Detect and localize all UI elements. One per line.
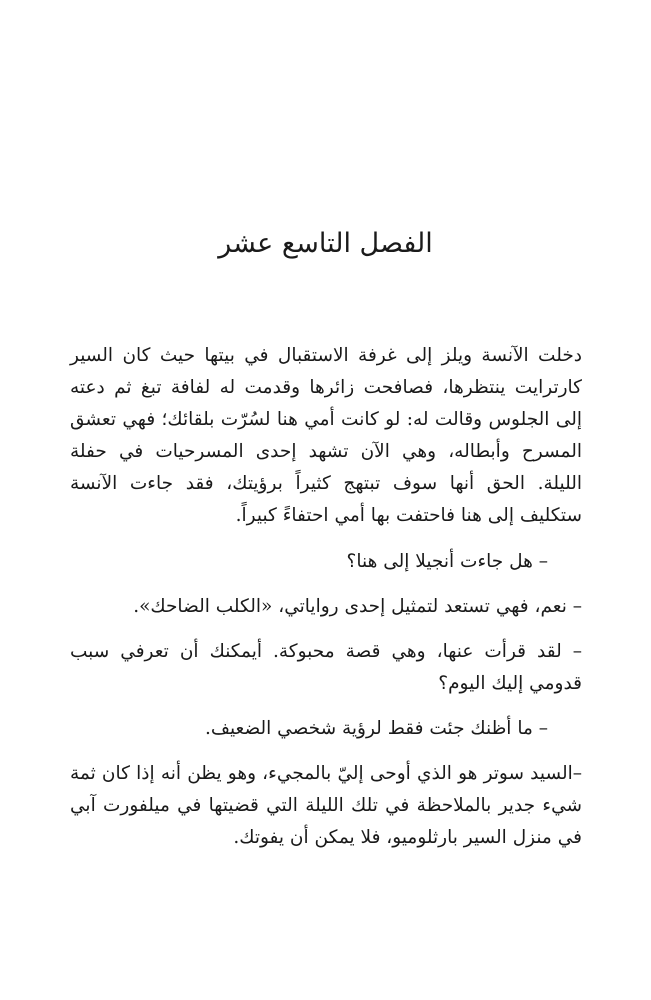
chapter-title: الفصل التاسع عشر	[218, 228, 433, 259]
paragraph-1: دخلت الآنسة ويلز إلى غرفة الاستقبال في بيتها حيث كان السير كارترايت ينتظرها، فصافحت زائرها وقدمت له لفافة تبغ ثم دعته إلى الجلوس وقالت له: لو كانت أمي هنا لسُرّت بلقائك؛ فهي تعشق المسرح وأبطاله، وهي الآن تشهد إحدى المسرحيات في حفلة الليلة. الحق أنها سوف تبتهج كثيراً برؤيتك، فقد جاءت الآنسة ستكليف إلى هنا فاحتفت بها أمي احتفاءً كبيراً.	[70, 345, 582, 526]
dialogue-line-1: – هل جاءت أنجيلا إلى هنا؟	[346, 551, 548, 572]
dialogue-line-5: –السيد سوتر هو الذي أوحى إليّ بالمجيء، وهو يظن أنه إذا كان ثمة شيء جدير بالملاحظة في تلك الليلة التي قضيتها في ميلفورت آبي في منزل السير بارثلوميو، فلا يمكن أن يفوتك.	[70, 763, 582, 848]
dialogue-line-2: – نعم، فهي تستعد لتمثيل إحدى رواياتي، «الكلب الضاحك».	[133, 596, 582, 617]
chapter-body	[70, 340, 582, 867]
dialogue-line-3: – لقد قرأت عنها، وهي قصة محبوكة. أيمكنك أن تعرفي سبب قدومي إليك اليوم؟	[70, 641, 582, 694]
dialogue-line-4: – ما أظنك جئت فقط لرؤية شخصي الضعيف.	[204, 718, 548, 739]
